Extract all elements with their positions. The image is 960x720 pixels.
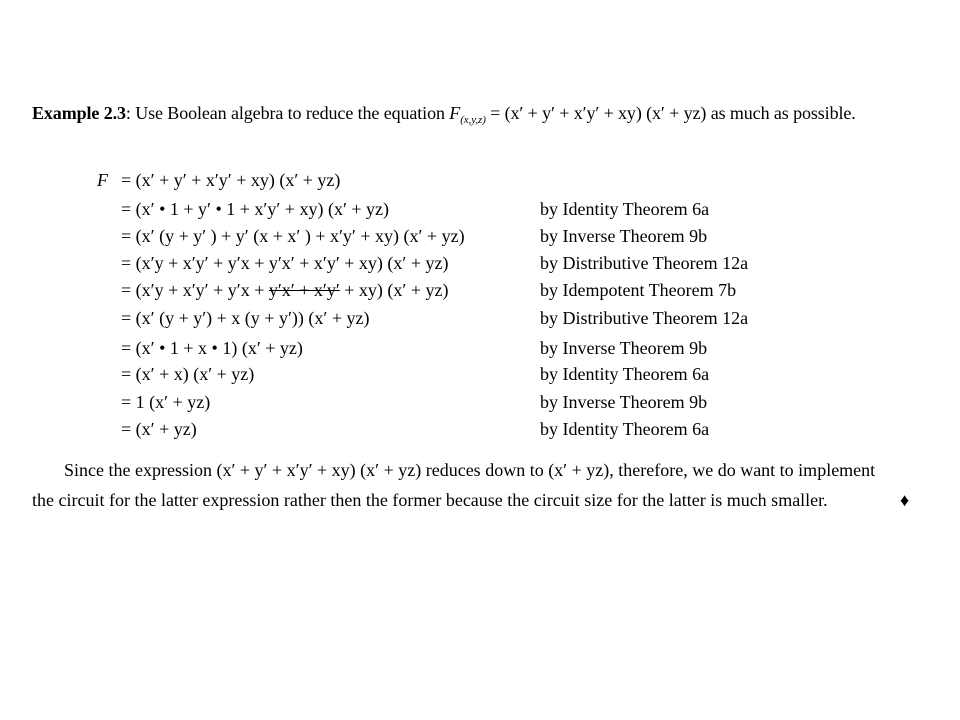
- derivation-row: [0, 253, 960, 277]
- step-expression: = (x′ + x) (x′ + yz): [121, 364, 255, 384]
- step-reason: by Identity Theorem 6a: [540, 364, 710, 384]
- derivation-row: [0, 419, 960, 443]
- example-text-post: = (x′ + y′ + x′y′ + xy) (x′ + yz) as much as possible.: [485, 103, 856, 123]
- derivation-row: [0, 170, 960, 194]
- step-expression: [121, 280, 448, 301]
- example-heading: [32, 103, 856, 126]
- step-reason: by Idempotent Theorem 7b: [540, 280, 737, 300]
- step-reason: by Inverse Theorem 9b: [540, 338, 708, 358]
- step-reason: by Identity Theorem 6a: [540, 199, 710, 219]
- conclusion-line-1: Since the expression (x′ + y′ + x′y′ + xy) (x′ + yz) reduces down to (x′ + yz), therefore, we do want to implement: [64, 460, 876, 480]
- conclusion-line-2: the circuit for the latter expression rather then the former because the circuit size for the latter is much smaller.: [32, 490, 828, 510]
- step-reason: by Inverse Theorem 9b: [540, 392, 708, 412]
- example-text-pre: : Use Boolean algebra to reduce the equation: [125, 103, 450, 123]
- end-of-example-icon: ♦: [900, 490, 910, 510]
- step-reason: by Distributive Theorem 12a: [540, 253, 749, 273]
- step-expression: = (x′ + y′ + x′y′ + xy) (x′ + yz): [121, 170, 341, 190]
- derivation-row: [0, 392, 960, 416]
- step-expression-pre: = (x′y + x′y′ + y′x +: [121, 280, 269, 300]
- step-expression: = (x′y + x′y′ + y′x + y′x′ + x′y′ + xy) (x′ + yz): [121, 253, 449, 273]
- step-reason: by Identity Theorem 6a: [540, 419, 710, 439]
- derivation-row: [0, 280, 960, 304]
- step-expression-post: + xy) (x′ + yz): [339, 280, 449, 300]
- derivation-row: [0, 364, 960, 388]
- derivation-row: [0, 308, 960, 332]
- step-expression: = (x′ • 1 + x • 1) (x′ + yz): [121, 338, 303, 358]
- derivation-row: [0, 338, 960, 362]
- step-expression: = 1 (x′ + yz): [121, 392, 211, 412]
- function-args: (x,y,z): [460, 114, 486, 126]
- step-reason: by Distributive Theorem 12a: [540, 308, 749, 328]
- step-expression: = (x′ + yz): [121, 419, 197, 439]
- step-reason: by Inverse Theorem 9b: [540, 226, 708, 246]
- step-expression: = (x′ (y + y′ ) + y′ (x + x′ ) + x′y′ + xy) (x′ + yz): [121, 226, 465, 246]
- step-expression: = (x′ • 1 + y′ • 1 + x′y′ + xy) (x′ + yz): [121, 199, 390, 219]
- step-expression: = (x′ (y + y′) + x (y + y′)) (x′ + yz): [121, 308, 370, 328]
- derivation-row: [0, 199, 960, 223]
- derivation-row: [0, 226, 960, 250]
- example-label: Example 2.3: [32, 103, 126, 123]
- function-name: F: [449, 103, 461, 123]
- derivation-lhs: F: [97, 170, 108, 190]
- struck-terms: y′x′ + x′y′: [268, 280, 340, 300]
